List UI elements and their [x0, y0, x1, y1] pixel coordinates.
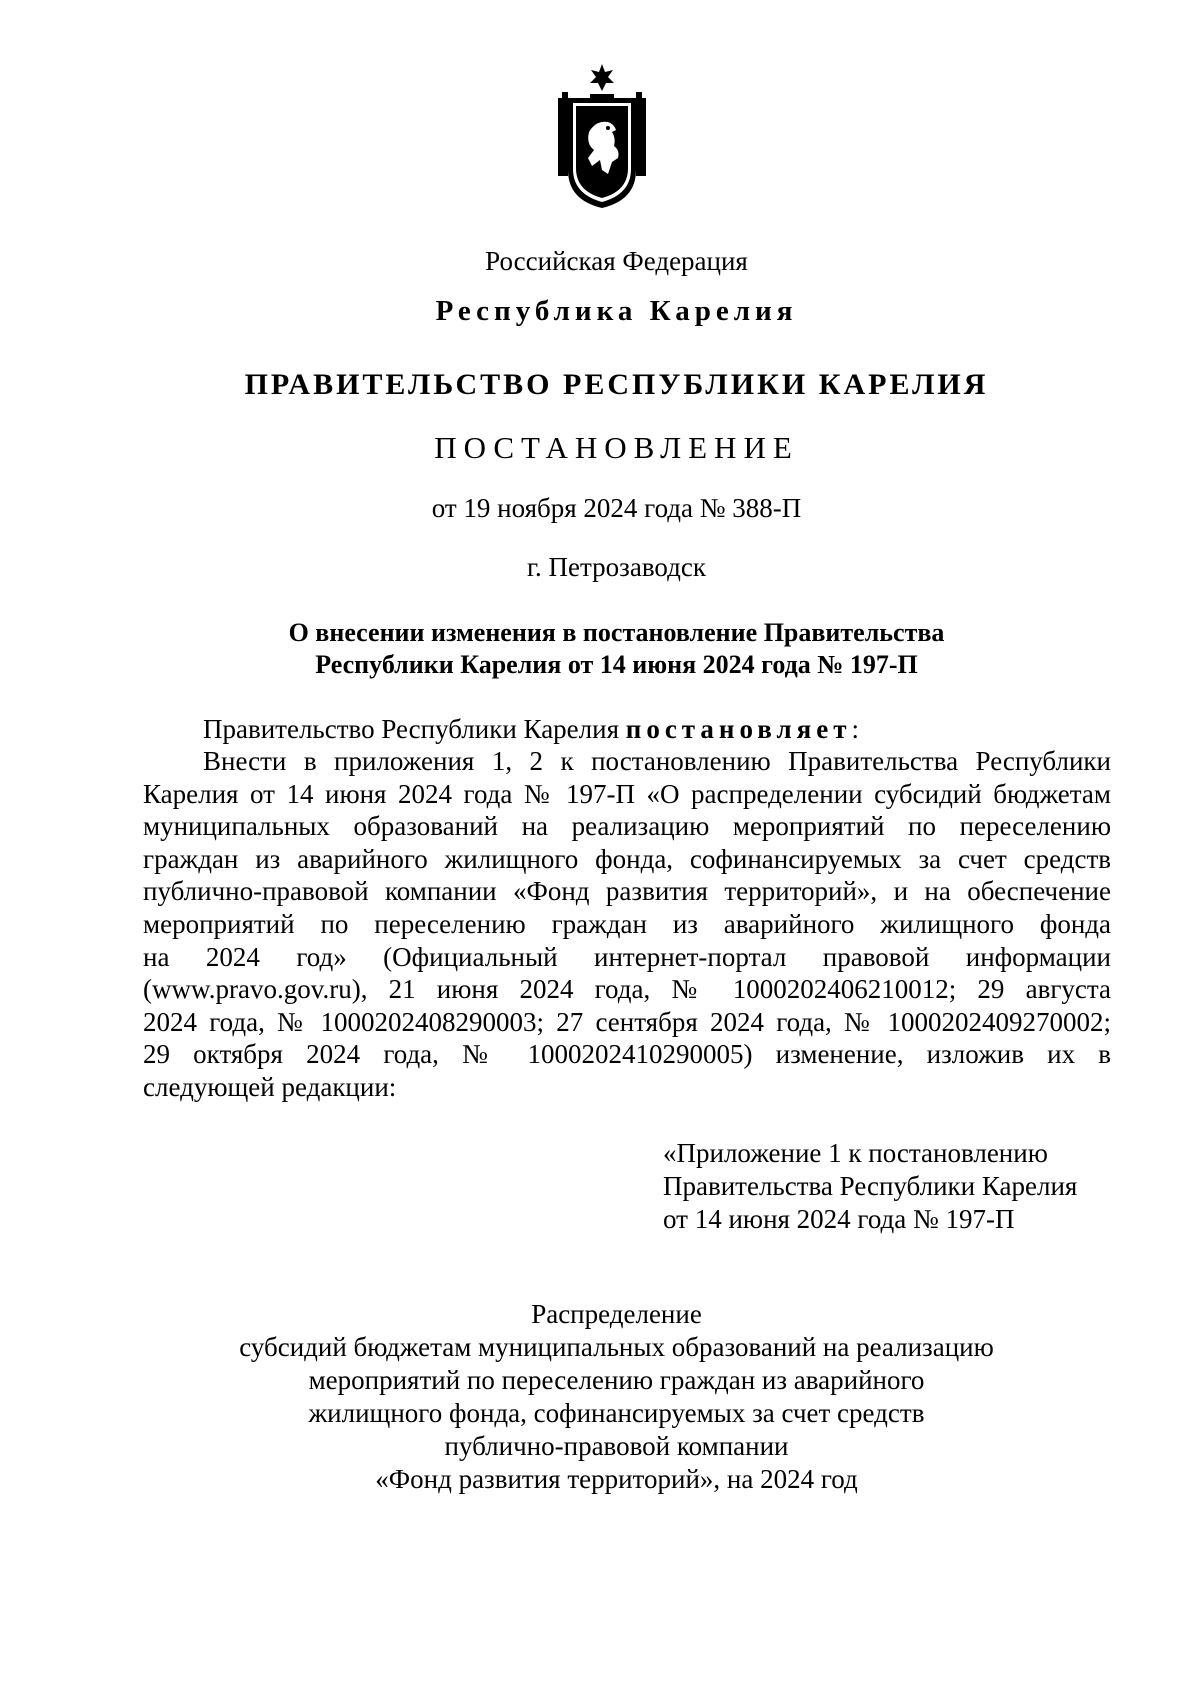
body-line: Карелия от 14 июня 2024 года № 197-П «О распределении субсидий бюджетам: [143, 778, 1111, 809]
body-paragraph: [143, 745, 1111, 1104]
body-line: публично-правовой компании «Фонд развития территорий», и на обеспечение: [143, 876, 1111, 907]
body-line: мероприятий по переселению граждан из аварийного жилищного фонда: [143, 908, 1111, 939]
distribution-line-6: «Фонд развития территорий», на 2024 год: [375, 1464, 858, 1494]
document-title-line-1: О внесении изменения в постановление Правительства: [288, 618, 945, 647]
document-date-number: от 19 ноября 2024 года № 388-П: [431, 493, 802, 523]
document-city: г. Петрозаводск: [527, 552, 706, 582]
document-title-line-2: Республики Карелия от 14 июня 2024 года № 197-П: [315, 650, 918, 679]
republic-name: Республика Карелия: [435, 295, 798, 327]
distribution-line-5: публично-правовой компании: [444, 1431, 789, 1461]
document-type: ПОСТАНОВЛЕНИЕ: [434, 430, 799, 465]
body-line: на 2024 год» (Официальный интернет-портал правовой информации: [143, 941, 1111, 972]
distribution-line-4: жилищного фонда, софинансируемых за счет средств: [308, 1398, 925, 1428]
government-name: ПРАВИТЕЛЬСТВО РЕСПУБЛИКИ КАРЕЛИЯ: [244, 368, 989, 401]
intro-verb: постановляет: [625, 714, 852, 744]
distribution-heading: [0, 1298, 1200, 1496]
body-line: 2024 года, № 1000202408290003; 27 сентября 2024 года, № 1000202409270002;: [143, 1006, 1111, 1037]
appendix-reference: [663, 1137, 1077, 1236]
intro-paragraph: [143, 713, 1111, 746]
body-line: муниципальных образований на реализацию мероприятий по переселению: [143, 811, 1111, 842]
appendix-line-3: от 14 июня 2024 года № 197-П: [663, 1204, 1015, 1234]
body-line: Внести в приложения 1, 2 к постановлению Правительства Республики: [203, 746, 1111, 776]
appendix-line-2: Правительства Республики Карелия: [663, 1171, 1078, 1201]
body-line: следующей редакции:: [143, 1071, 397, 1102]
country-name: Российская Федерация: [485, 246, 748, 276]
appendix-line-1: «Приложение 1 к постановлению: [663, 1138, 1048, 1168]
intro-line: [143, 713, 1111, 746]
distribution-line-2: субсидий бюджетам муниципальных образований на реализацию: [239, 1332, 994, 1362]
body-line: 29 октября 2024 года, № 1000202410290005) изменение, изложив их в: [143, 1039, 1111, 1070]
body-line: граждан из аварийного жилищного фонда, софинансируемых за счет средств: [143, 843, 1111, 874]
intro-prefix: Правительство Республики Карелия: [203, 714, 626, 744]
distribution-line-3: мероприятий по переселению граждан из аварийного: [308, 1365, 925, 1395]
karelia-coat-of-arms-icon: [556, 62, 648, 210]
body-line: (www.pravo.gov.ru), 21 июня 2024 года, № 1000202406210012; 29 августа: [143, 974, 1111, 1005]
distribution-line-1: Распределение: [531, 1299, 702, 1329]
intro-suffix: :: [851, 714, 860, 744]
